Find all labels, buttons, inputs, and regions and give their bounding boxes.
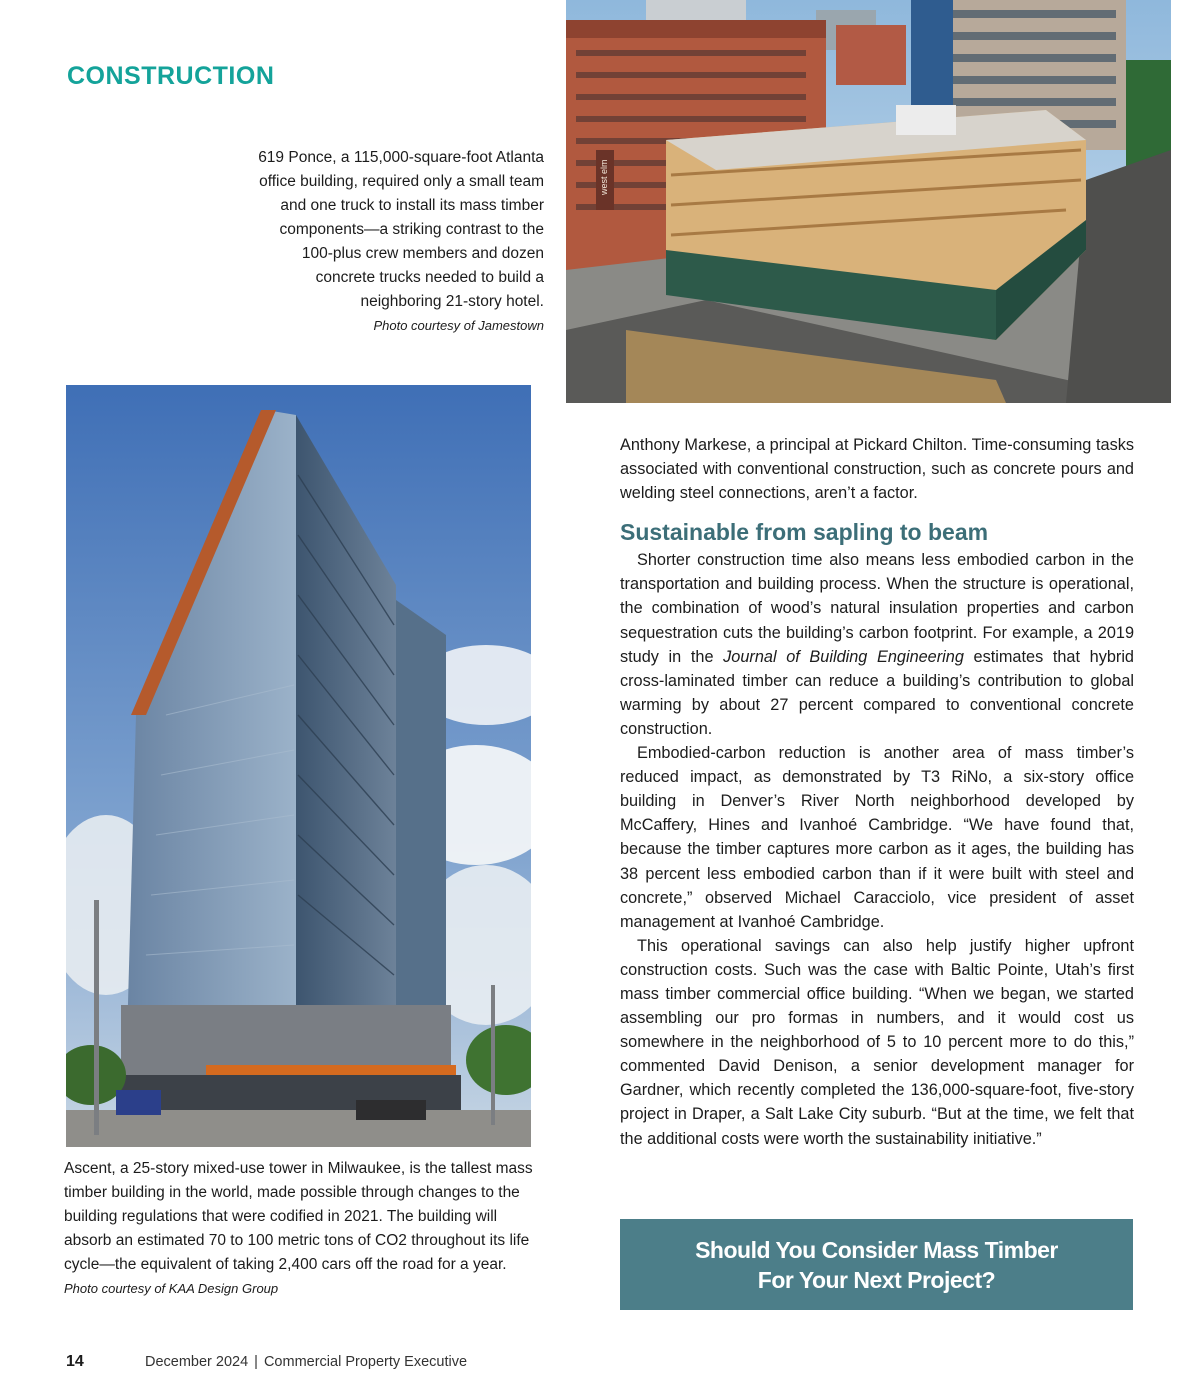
- publication-name: Commercial Property Executive: [263, 1354, 468, 1370]
- issue-date: December 2024: [145, 1354, 249, 1370]
- lead-paragraph: Anthony Markese, a principal at Pickard Chilton. Time-consuming tasks associated with conventional construction, such as concrete pours and welding steel connections, aren’t a factor.: [620, 436, 1134, 503]
- article-body: [620, 433, 1134, 1151]
- journal-title: Journal of Building Engineering: [723, 647, 964, 666]
- callout-box: [620, 1219, 1133, 1310]
- photo-caption-top: [252, 146, 544, 338]
- caption-text: 619 Ponce, a 115,000-square-foot Atlanta office building, required only a small team and one truck to install its mass timber components—a striking contrast to the 100-plus crew members and dozen concrete trucks needed to build a neighboring 21-story hotel.: [258, 149, 544, 310]
- footer-separator: |: [254, 1354, 258, 1370]
- photo-credit: Photo courtesy of Jamestown: [373, 318, 544, 333]
- west-elm-sign: west elm: [599, 159, 609, 195]
- construction-site-photo: [566, 0, 1171, 403]
- ascent-tower-photo: [66, 385, 531, 1147]
- paragraph-2: Embodied-carbon reduction is another area of mass timber’s reduced impact, as demonstrated by T3 RiNo, a six-story office building in Denver’s River North neighborhood developed by McCaffery, Hines and Ivanhoé Cambridge. “We have found that, because the timber captures more carbon as it ages, the building has 38 percent less embodied carbon than if it were built with steel and concrete,” observed Michael Caracciolo, vice president of asset management at Ivanhoé Cambridge.: [620, 744, 1134, 931]
- callout-line-1: Should You Consider Mass Timber: [695, 1236, 1058, 1263]
- paragraph-1-text-b: estimates that hybrid cross-laminated timber can reduce a building’s contribution to global warming by about 27 percent compared to conventional concrete construction.: [620, 647, 1134, 738]
- section-heading: CONSTRUCTION: [67, 62, 275, 90]
- photo-credit: Photo courtesy of KAA Design Group: [64, 1281, 279, 1296]
- caption-text: Ascent, a 25-story mixed-use tower in Milwaukee, is the tallest mass timber building in the world, made possible through changes to the building regulations that were codified in 2021. The building will absorb an estimated 70 to 100 metric tons of CO2 throughout its life cycle—the equivalent of taking 2,400 cars off the road for a year.: [64, 1160, 533, 1273]
- page-number: 14: [66, 1353, 84, 1370]
- subheading: Sustainable from sapling to beam: [620, 519, 989, 546]
- photo-caption-bottom: [64, 1157, 534, 1301]
- paragraph-1-text-a: Shorter construction time also means less embodied carbon in the transportation and building process. When the structure is operational, the combination of wood’s natural insulation properties and carbon sequestration cuts the building’s carbon footprint. For example, a 2019 study in the: [620, 551, 1134, 666]
- footer: [145, 1354, 467, 1370]
- paragraph-1: [620, 548, 1134, 741]
- callout-line-2: For Your Next Project?: [757, 1266, 996, 1293]
- paragraph-3: This operational savings can also help justify higher upfront construction costs. Such was the case with Baltic Pointe, Utah’s first mass timber commercial office building. “When we began, we started assembling our pro formas in numbers, and it would cost us somewhere in the neighborhood of 5 to 10 percent more to do this,” commented David Denison, a senior development manager for Gardner, which recently completed the 136,000-square-foot, five-story project in Draper, a Salt Lake City suburb. “But at the time, we felt that the additional costs were worth the sustainability initiative.”: [620, 936, 1134, 1148]
